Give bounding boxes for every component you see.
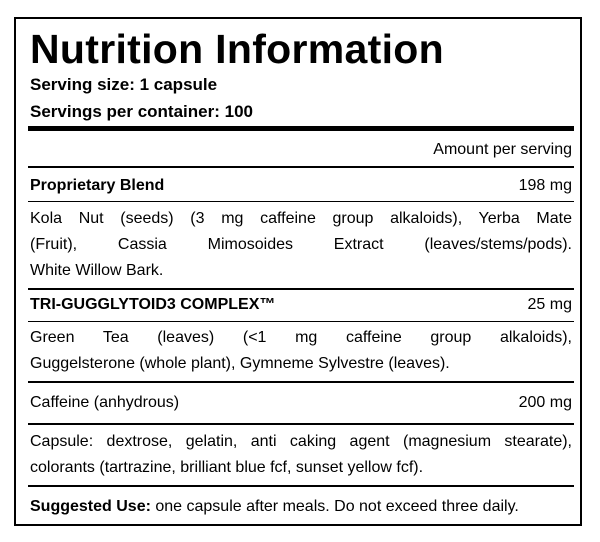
ingredient-line: Green Tea (leaves) (<1 mg caffeine group alkaloids), [30,329,572,346]
blend-ingredients-tri-gugglytoid3 [30,325,572,377]
ingredient-line: White Willow Bark. [30,262,164,279]
thick-divider [28,126,574,131]
capsule-line: colorants (tartrazine, brilliant blue fcf, sunset yellow fcf). [30,459,424,476]
section-divider [28,288,574,290]
row-divider [28,321,574,322]
caffeine-amount: 200 mg [518,394,572,411]
ingredient-line: Kola Nut (seeds) (3 mg caffeine group alkaloids), Yerba Mate [30,210,572,227]
amount-per-serving-header: Amount per serving [433,141,572,158]
row-divider [28,201,574,202]
header-divider [28,166,574,168]
suggested-use-label: Suggested Use: [30,498,151,515]
suggested-use-text: one capsule after meals. Do not exceed three daily. [150,498,519,515]
blend-name: Proprietary Blend [30,177,165,194]
caffeine-name: Caffeine (anhydrous) [30,394,180,411]
blend-row-tri-gugglytoid3 [30,295,572,315]
blend-name: TRI-GUGGLYTOID3 COMPLEX™ [30,296,276,313]
suggested-use [30,497,572,517]
blend-amount: 198 mg [518,177,572,194]
ingredient-line: Guggelsterone (whole plant), Gymneme Sylvestre (leaves). [30,355,450,372]
section-divider [28,381,574,383]
blend-ingredients-proprietary [30,206,572,284]
blend-row-proprietary [30,176,572,196]
panel-title: Nutrition Information [30,26,444,72]
blend-amount: 25 mg [527,296,572,313]
nutrition-panel [14,17,582,526]
capsule-ingredients [30,429,572,481]
ingredient-line: (Fruit), Cassia Mimosoides Extract (leaves/stems/pods). [30,236,572,253]
section-divider [28,423,574,425]
section-divider [28,485,574,487]
capsule-line: Capsule: dextrose, gelatin, anti caking agent (magnesium stearate), [30,433,572,450]
servings-per-container: Servings per container: 100 [30,102,253,121]
serving-size: Serving size: 1 capsule [30,75,218,94]
caffeine-row [30,393,572,413]
